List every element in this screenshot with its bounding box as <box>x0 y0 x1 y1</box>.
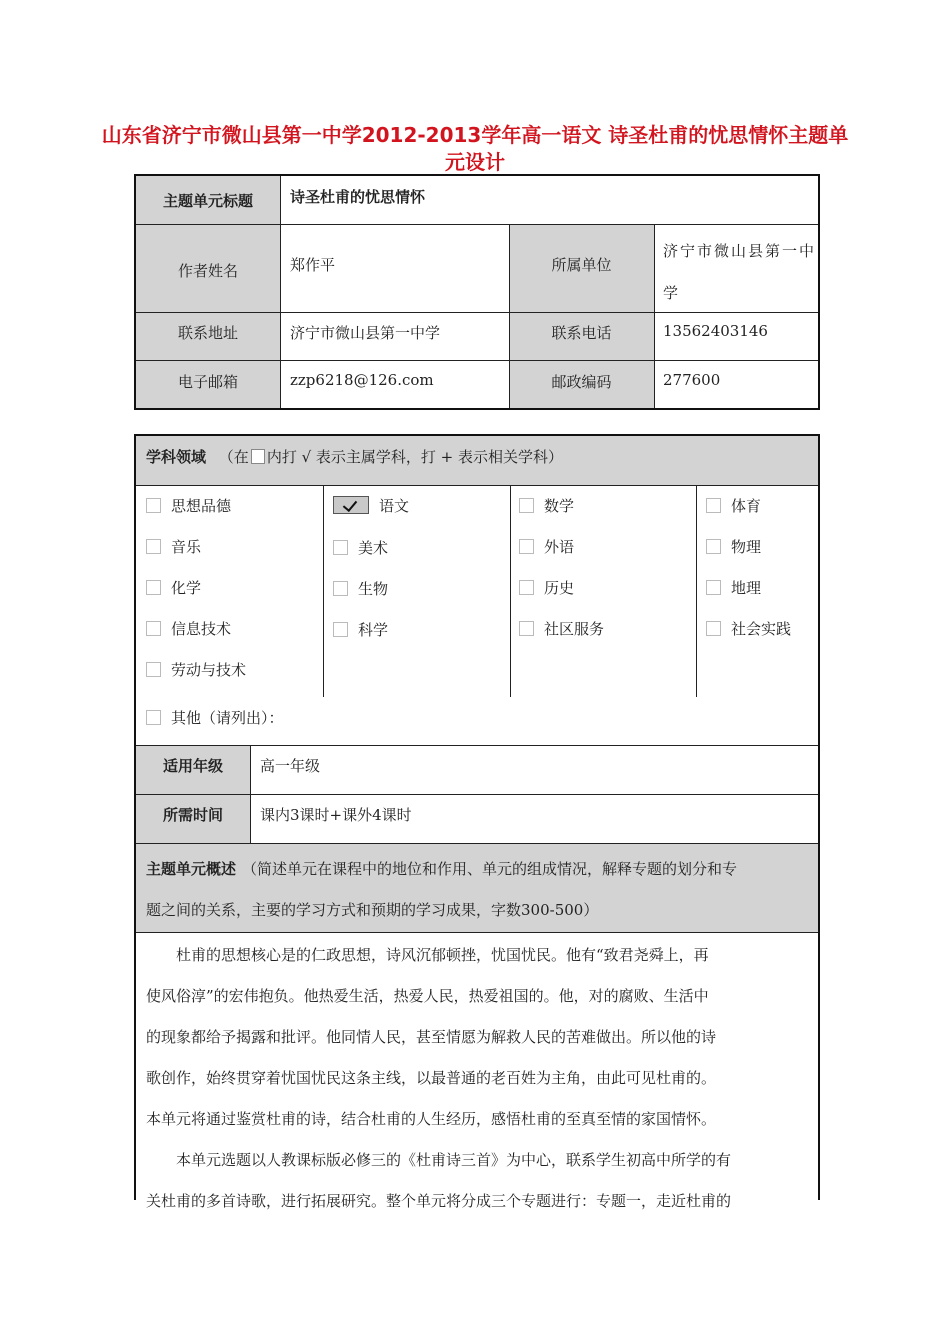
subject-item[interactable]: 生物 <box>333 578 388 599</box>
checkbox-icon[interactable] <box>706 621 721 636</box>
subject-item[interactable]: 思想品德 <box>146 495 231 516</box>
paragraph-line: 歌创作，始终贯穿着忧国忧民这条主线，以最普通的老百姓为主角，由此可见杜甫的。 <box>146 1069 717 1087</box>
checkbox-icon[interactable] <box>146 580 161 595</box>
subject-item[interactable]: 体育 <box>706 495 761 516</box>
grade-label: 适用年级 <box>162 757 223 775</box>
overview-body <box>146 935 814 1222</box>
subject-item[interactable]: 历史 <box>519 577 574 598</box>
email-label: 电子邮箱 <box>177 373 238 391</box>
checkbox-icon[interactable] <box>146 498 161 513</box>
subject-area-note-start: （在 <box>218 448 249 466</box>
author-value: 郑作平 <box>290 256 336 274</box>
overview-header <box>146 849 814 931</box>
info-table <box>134 174 820 410</box>
checkbox-icon[interactable] <box>519 498 534 513</box>
checkbox-icon[interactable] <box>706 539 721 554</box>
checkbox-icon[interactable] <box>146 539 161 554</box>
time-value: 课内3课时+课外4课时 <box>260 806 412 824</box>
checkbox-icon[interactable] <box>519 580 534 595</box>
checkbox-icon[interactable] <box>146 710 161 725</box>
postcode-value: 277600 <box>663 371 721 389</box>
checkbox-icon[interactable] <box>706 580 721 595</box>
page-title: 山东省济宁市微山县第一中学2012-2013学年高一语文 诗圣杜甫的忧思情怀主题单元设计 <box>101 123 849 174</box>
subject-item[interactable]: 科学 <box>333 619 388 640</box>
checkbox-icon[interactable] <box>706 498 721 513</box>
checkbox-icon[interactable] <box>333 581 348 596</box>
checkbox-icon[interactable] <box>333 540 348 555</box>
subject-item-chinese[interactable]: 语文 <box>333 495 409 516</box>
overview-hint: （简述单元在课程中的地位和作用、单元的组成情况，解释专题的划分和专 <box>242 860 738 878</box>
author-label: 作者姓名 <box>177 262 238 280</box>
subject-item[interactable]: 社会实践 <box>706 618 791 639</box>
subject-area-note-end: 内打 √ 表示主属学科，打 + 表示相关学科） <box>266 448 564 466</box>
checkbox-sample-icon <box>251 449 265 464</box>
paragraph-line: 本单元将通过鉴赏杜甫的诗，结合杜甫的人生经历，感悟杜甫的至真至情的家国情怀。 <box>146 1110 717 1128</box>
unit-label: 所属单位 <box>551 256 612 274</box>
subject-item[interactable]: 音乐 <box>146 536 201 557</box>
paragraph-line: 关杜甫的多首诗歌，进行拓展研究。整个单元将分成三个专题进行：专题一，走近杜甫的 <box>146 1192 732 1210</box>
time-label: 所需时间 <box>162 806 223 824</box>
address-label: 联系地址 <box>177 324 238 342</box>
unit-value: 济宁市微山县第一中学 <box>663 242 817 302</box>
subject-item[interactable]: 劳动与技术 <box>146 659 246 680</box>
subject-area-header <box>146 446 806 467</box>
paragraph-line: 本单元选题以人教课标版必修三的《杜甫诗三首》为中心，联系学生初高中所学的有 <box>146 1151 732 1169</box>
subject-item[interactable]: 社区服务 <box>519 618 604 639</box>
checkbox-icon[interactable] <box>146 662 161 677</box>
phone-value: 13562403146 <box>663 322 768 340</box>
checkbox-icon[interactable] <box>519 621 534 636</box>
email-value: zzp6218@126.com <box>290 371 434 389</box>
grade-value: 高一年级 <box>260 757 321 775</box>
phone-label: 联系电话 <box>551 324 612 342</box>
subject-item[interactable]: 地理 <box>706 577 761 598</box>
checkbox-icon[interactable] <box>333 622 348 637</box>
theme-label: 主题单元标题 <box>162 192 253 210</box>
overview-hint: 题之间的关系，主要的学习方式和预期的学习成果，字数300-500） <box>146 901 599 919</box>
checked-checkbox-icon[interactable] <box>333 496 369 514</box>
subject-item[interactable]: 外语 <box>519 536 574 557</box>
subject-item[interactable]: 美术 <box>333 537 388 558</box>
checkbox-icon[interactable] <box>519 539 534 554</box>
checkbox-icon[interactable] <box>146 621 161 636</box>
paragraph-line: 杜甫的思想核心是的仁政思想，诗风沉郁顿挫，忧国忧民。他有“致君尧舜上，再 <box>146 946 709 964</box>
subject-area-label: 学科领域 <box>146 448 207 466</box>
subject-item[interactable]: 数学 <box>519 495 574 516</box>
address-value: 济宁市微山县第一中学 <box>290 324 441 342</box>
postcode-label: 邮政编码 <box>551 373 612 391</box>
theme-value: 诗圣杜甫的忧思情怀 <box>290 188 426 206</box>
subject-item[interactable]: 物理 <box>706 536 761 557</box>
subject-item[interactable]: 信息技术 <box>146 618 231 639</box>
subject-item-other[interactable]: 其他（请列出）： <box>146 707 284 728</box>
design-table <box>134 434 820 1210</box>
paragraph-line: 的现象都给予揭露和批评。他同情人民，甚至情愿为解救人民的苦难做出。所以他的诗 <box>146 1028 717 1046</box>
subject-item[interactable]: 化学 <box>146 577 201 598</box>
paragraph-line: 使风俗淳”的宏伟抱负。他热爱生活，热爱人民，热爱祖国的。他，对的腐败、生活中 <box>146 987 709 1005</box>
overview-label: 主题单元概述 <box>146 860 237 878</box>
